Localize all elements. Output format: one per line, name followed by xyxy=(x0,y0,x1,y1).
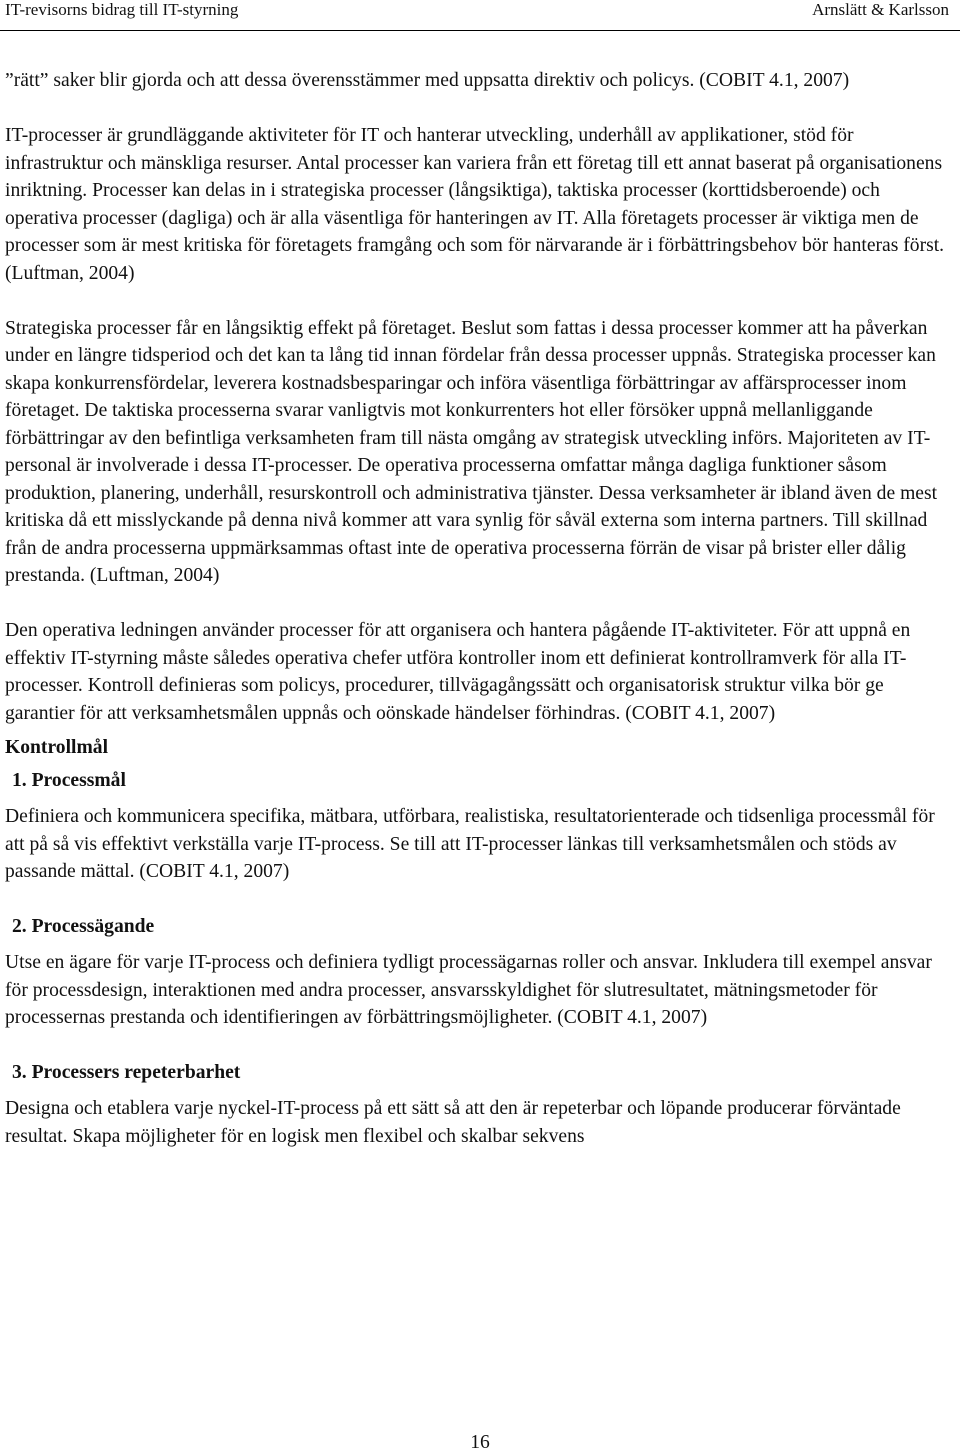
paragraph-processagande: Utse en ägare för varje IT-process och definiera tydligt processägarnas roller och ansvar. Inkludera till exempel ansvar för processdesign, interaktionen med andra processer, ansvarsskyldighet för slutresultatet, mätningsmetoder för processernas prestanda och identifieringen av förbättringsmöjligheter. (COBIT 4.1, 2007) xyxy=(5,952,932,1028)
subheading-repeterbarhet: 3. Processers repeterbarhet xyxy=(12,1061,241,1083)
paragraph-continuation: ”rätt” saker blir gjorda och att dessa överensstämmer med uppsatta direktiv och policys. (COBIT 4.1, 2007) xyxy=(5,70,850,91)
subheading-processmal: 1. Processmål xyxy=(12,769,126,791)
paragraph-repeterbarhet: Designa och etablera varje nyckel-IT-process på ett sätt så att den är repeterbar och löpande producerar förväntade resultat. Skapa möjligheter för en logisk men flexibel och skalbar sekvens xyxy=(5,1098,901,1147)
header-authors: Arnslätt & Karlsson xyxy=(812,0,949,19)
page-number: 16 xyxy=(470,1432,490,1453)
page-header xyxy=(0,0,960,31)
header-title: IT-revisorns bidrag till IT-styrning xyxy=(5,0,239,19)
paragraph-operative-management: Den operativa ledningen använder processer för att organisera och hantera pågående IT-aktiviteter. För att uppnå en effektiv IT-styrning måste således operativa chefer utföra kontroller inom ett definierat kontrollramverk för alla IT-processer. Kontroll definieras som policys, procedurer, tillvägagångssätt och organisatorisk struktur vilka bör ge garantier för att verksamhetsmålen uppnås och oönskade händelser förhindras. (COBIT 4.1, 2007) xyxy=(5,620,911,724)
section-heading-kontrollmal: Kontrollmål xyxy=(5,737,109,758)
paragraph-process-types: Strategiska processer får en långsiktig effekt på företaget. Beslut som fattas i dessa processer kommer att ha påverkan under en längre tidsperiod och det kan ta lång tid innan fördelar från dessa processer uppnås. Strategiska processer kan skapa konkurrensfördelar, leverera kostnadsbesparingar och införa väsentliga förbättringar av affärsprocesser inom företaget. De taktiska processerna svarar vanligtvis mot konkurrenters hot eller försöker uppnå mellanliggande förbättringar av den befintliga verksamheten fram till nästa omgång av strategisk utveckling införs. Majoriteten av IT-personal är involverade i dessa IT-processer. De operativa processerna omfattar många dagliga funktioner såsom produktion, planering, underhåll, resurskontroll och administrativa tjänster. Dessa verksamheter är ibland även de mest kritiska då ett misslyckande på denna nivå kommer att vara synlig för såväl externa som interna partners. Till skillnad från de andra processerna uppmärksammas oftast inte de operativa processerna förrän de visar på brister eller dålig prestanda. (Luftman, 2004) xyxy=(5,317,938,586)
subheading-processagande: 2. Processägande xyxy=(12,915,155,937)
paragraph-processmal: Definiera och kommunicera specifika, mätbara, utförbara, realistiska, resultatorienterade och tidsenliga processmål för att på så vis effektivt verkställa varje IT-process. Se till att IT-processer länkas till verksamhetsmålen och stöds av passande mättal. (COBIT 4.1, 2007) xyxy=(5,806,935,882)
page-body xyxy=(5,67,955,1150)
paragraph-it-processes: IT-processer är grundläggande aktiviteter för IT och hanterar utveckling, underhåll av applikationer, stöd för infrastruktur och mänskliga resurser. Antal processer kan variera från ett företag till ett annat baserat på organisationens inriktning. Processer kan delas in i strategiska processer (långsiktiga), taktiska processer (korttidsberoende) och operativa processer (dagliga) och är alla väsentliga för hanteringen av IT. Alla företagets processer är viktiga men de processer som är mest kritiska för företagets framgång och som för närvarande är i förbättringsbehov bör hanteras först. (Luftman, 2004) xyxy=(5,125,945,284)
